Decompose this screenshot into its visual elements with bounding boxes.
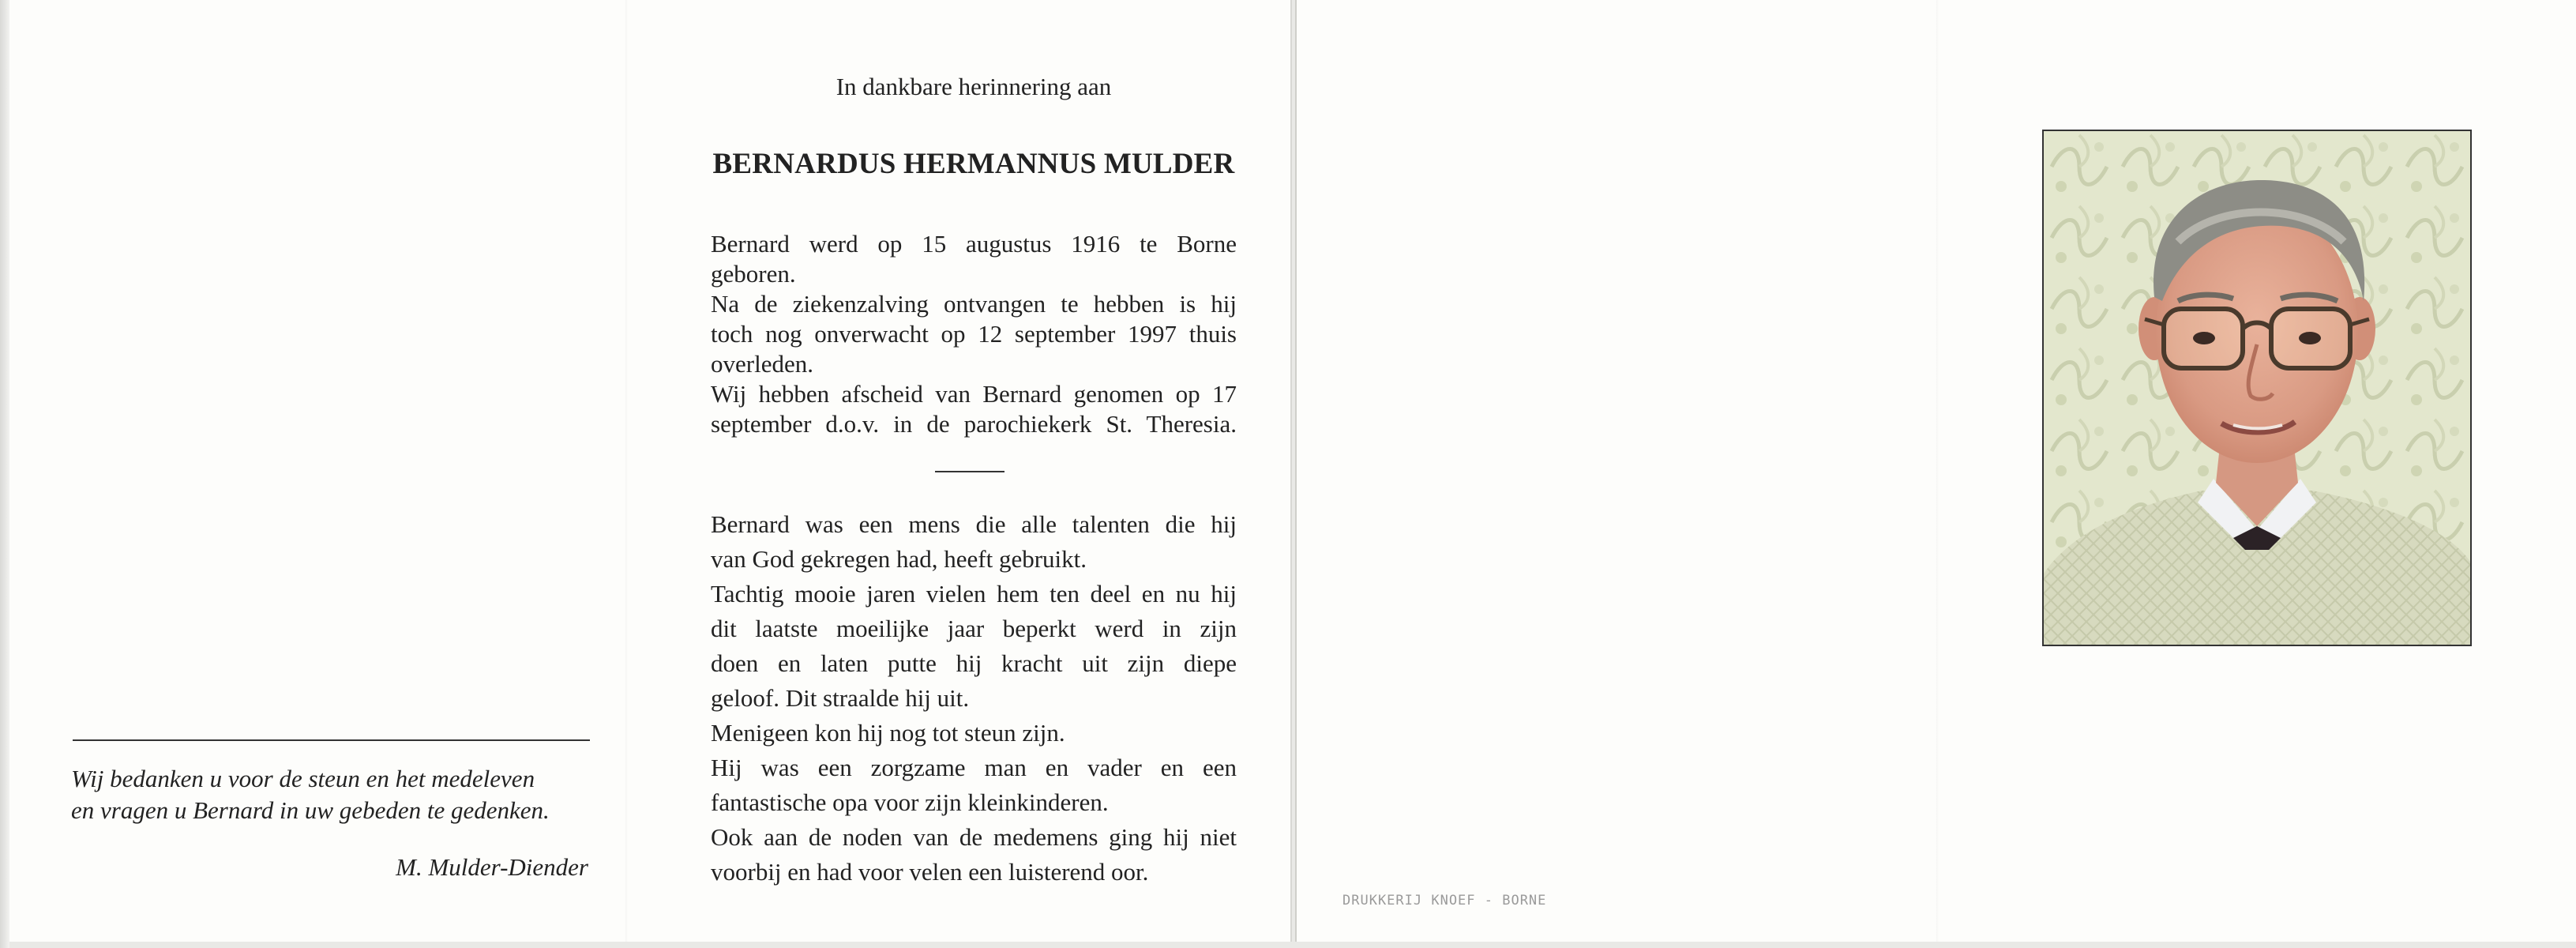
bio-line: Wij hebben afscheid van Bernard genomen op 17 (711, 380, 1237, 408)
biography-paragraph (711, 229, 1237, 439)
thanks-line: Wij bedanken u voor de steun en het medeleven (71, 765, 535, 792)
tribute-line: doen en laten putte hij kracht uit zijn diepe (711, 649, 1237, 677)
tribute-line: Tachtig mooie jaren vielen hem ten deel en nu hij (711, 580, 1237, 608)
tribute-line: dit laatste moeilijke jaar beperkt werd in zijn (711, 615, 1237, 642)
fold-line (1936, 0, 1939, 942)
tribute-paragraph (711, 507, 1237, 890)
intro-text: In dankbare herinnering aan (836, 73, 1112, 100)
tribute-line: Bernard was een mens die alle talenten die hij (711, 510, 1237, 538)
thanks-divider (73, 739, 590, 741)
thanks-note (71, 763, 596, 826)
printer-credit: DRUKKERIJ KNOEF - BORNE (1342, 893, 1547, 908)
section-divider (935, 471, 1004, 472)
fold-line (625, 0, 628, 942)
bio-line: overleden. (711, 350, 813, 378)
family-signature: M. Mulder-Diender (396, 853, 588, 881)
tribute-line: geloof. Dit straalde hij uit. (711, 684, 970, 712)
deceased-name: BERNARDUS HERMANNUS MULDER (712, 148, 1235, 180)
thanks-line: en vragen u Bernard in uw gebeden te gedenken. (71, 796, 550, 824)
tribute-line: Ook aan de noden van de medemens ging hij niet (711, 823, 1237, 851)
bio-line: toch nog onverwacht op 12 september 1997 thuis (711, 320, 1237, 348)
tribute-line: fantastische opa voor zijn kleinkinderen. (711, 788, 1109, 816)
bio-line: Bernard werd op 15 augustus 1916 te Borne (711, 230, 1237, 258)
tribute-line: Menigeen kon hij nog tot steun zijn. (711, 719, 1065, 747)
tribute-line: van God gekregen had, heeft gebruikt. (711, 545, 1087, 573)
tribute-line: Hij was een zorgzame man en vader en een (711, 754, 1237, 781)
portrait-photo (2042, 130, 2472, 646)
tribute-line: voorbij en had voor velen een luisterend oor. (711, 858, 1149, 886)
bio-line: geboren. (711, 260, 796, 288)
bio-line: september d.o.v. in de parochiekerk St. Theresia. (711, 410, 1237, 438)
scan-edge (0, 0, 9, 948)
bio-line: Na de ziekenzalving ontvangen te hebben is hij (711, 290, 1237, 318)
